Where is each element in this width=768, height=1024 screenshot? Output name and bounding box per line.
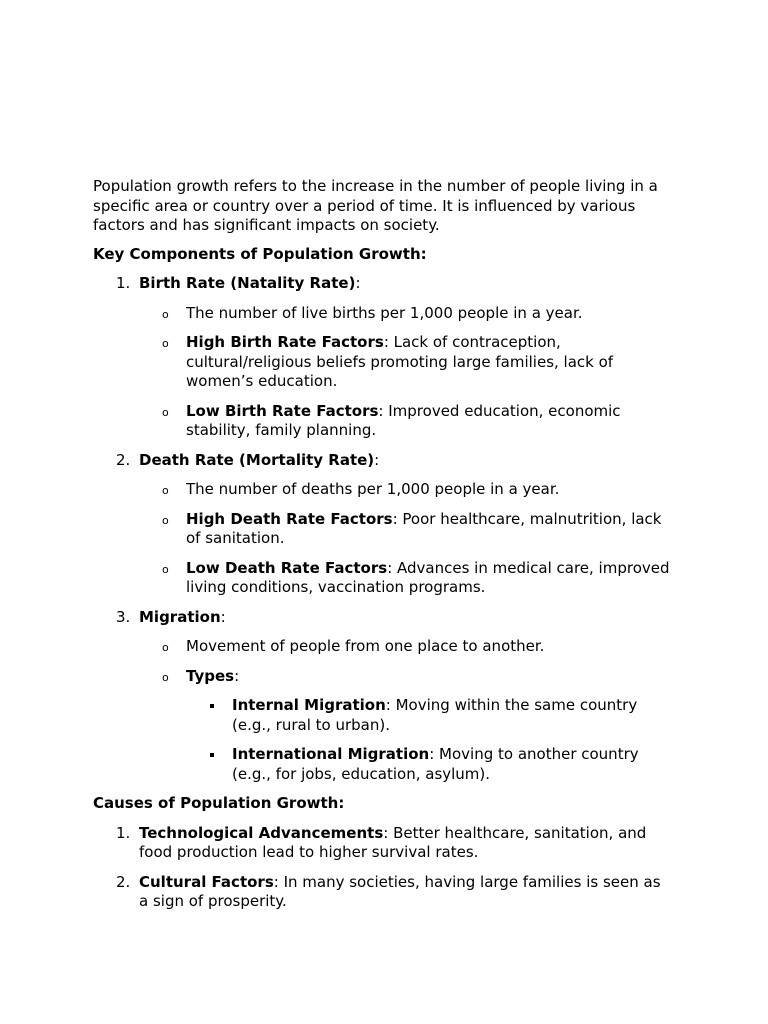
list-number: 1. xyxy=(116,823,131,842)
sub-list xyxy=(139,480,673,598)
item-title: Birth Rate (Natality Rate) xyxy=(139,274,356,292)
sub-list-item: o Types: Internal Migration: Moving within the same country (e.g., rural to urban). International Migration: Moving to another country (e.g., for jobs, education, asylum). xyxy=(139,667,673,785)
circle-bullet-icon: o xyxy=(162,337,169,350)
list-number: 2. xyxy=(116,450,131,469)
sub-list-item: o High Death Rate Factors: Poor healthcare, malnutrition, lack of sanitation. xyxy=(162,509,662,547)
circle-bullet-icon: o xyxy=(162,484,169,497)
sub-sub-list-item: Internal Migration: Moving within the same country (e.g., rural to urban). xyxy=(186,696,673,735)
sub-list-item: o High Birth Rate Factors: Lack of contraception, cultural/religious beliefs promoting large families, lack of women’s education. xyxy=(162,333,614,390)
sub-list xyxy=(139,304,673,441)
sub-list-item: o Low Birth Rate Factors: Improved education, economic stability, family planning. xyxy=(162,401,621,439)
item-title: Death Rate (Mortality Rate) xyxy=(139,450,375,469)
migration-types-list xyxy=(186,696,673,784)
list-number: 2. xyxy=(116,872,131,891)
circle-bullet-icon: o xyxy=(162,641,169,654)
list-item-cultural: 2. Cultural Factors: In many societies, having large families is seen as a sign of prosperity. xyxy=(116,872,661,910)
sub-sub-list-item: International Migration: Moving to another country (e.g., for jobs, education, asylum). xyxy=(186,745,673,784)
intro-paragraph: Population growth refers to the increase in the number of people living in a specific area or country over a period of time. It is influenced by various factors and has significant impacts on society. xyxy=(93,177,658,234)
section-heading-key-components: Key Components of Population Growth: xyxy=(93,244,427,263)
circle-bullet-icon: o xyxy=(162,513,169,527)
section-heading-causes: Causes of Population Growth: xyxy=(93,794,345,812)
circle-bullet-icon: o xyxy=(162,670,169,684)
list-item-birth-rate: 1. Birth Rate (Natality Rate): o The number of live births per 1,000 people in a year. o High Birth Rate Factors: Lack of contraception, cultural/religious beliefs promoting large families, lack of women’s education. o Low Birth Rate Factors: Improved education, economic stability, family planning. xyxy=(93,274,673,441)
sub-list-item: o The number of deaths per 1,000 people in a year. xyxy=(139,480,673,500)
sub-list-item: o Low Death Rate Factors: Advances in medical care, improved living conditions, vaccination programs. xyxy=(162,558,670,596)
circle-bullet-icon: o xyxy=(162,307,169,321)
causes-list xyxy=(93,824,673,912)
item-title: Migration xyxy=(139,607,221,626)
list-item-migration: 3. Migration: o Movement of people from one place to another. o Types: Internal Migration: Moving within the same country (e.g., rural to urban). International Migration: Moving to another country (e.g., for jobs, education, asylum). xyxy=(93,608,673,785)
list-number: 1. xyxy=(116,274,131,292)
key-components-list xyxy=(93,274,673,784)
list-item-death-rate: 2. Death Rate (Mortality Rate): o The number of deaths per 1,000 people in a year. o High Death Rate Factors: Poor healthcare, malnutrition, lack of sanitation. o Low Death Rate Factors: Advances in medical care, improved living conditions, vaccination programs. xyxy=(93,451,673,598)
sub-list-item: o Movement of people from one place to another. xyxy=(139,637,673,657)
list-number: 3. xyxy=(116,607,131,626)
square-bullet-icon xyxy=(210,753,214,757)
document-body xyxy=(93,177,673,922)
circle-bullet-icon: o xyxy=(162,405,169,419)
sub-list-item: o The number of live births per 1,000 people in a year. xyxy=(139,304,673,324)
square-bullet-icon xyxy=(210,704,214,708)
circle-bullet-icon: o xyxy=(162,562,169,576)
sub-list xyxy=(139,637,673,784)
list-item-technological: 1. Technological Advancements: Better healthcare, sanitation, and food production lead to higher survival rates. xyxy=(116,823,647,861)
